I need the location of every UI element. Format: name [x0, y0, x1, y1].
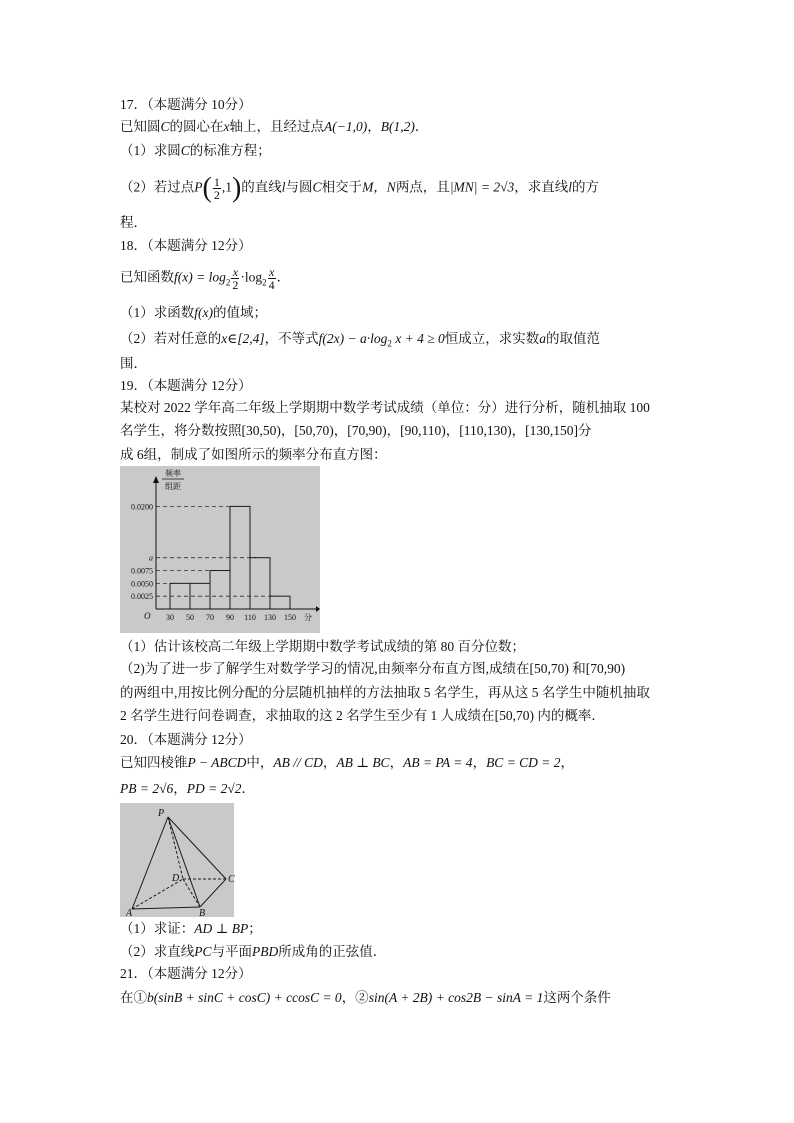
edge-PB: [168, 817, 200, 907]
q18-part1: （1）求函数f(x)的值域；: [120, 305, 267, 320]
q19-part2-line3: 2 名学生进行问卷调查，求抽取的这 2 名学生至少有 1 人成绩在[50,70) 内的概率．: [120, 708, 605, 723]
edge-PA: [132, 817, 168, 909]
q19-line2: 名学生，将分数按照[30,50)，[50,70)，[70,90)，[90,110)，[110,130)，[130,150]分: [120, 423, 592, 438]
q18-stem: 已知函数$f(x) = \log_2$ $\frac{x}{2}$ $\cdot\log_2$ $\frac{x}{4}$ ．: [120, 265, 291, 292]
edge-AB: [132, 907, 200, 909]
xtick-label-0: 30: [166, 613, 174, 622]
edge-PD: [168, 817, 183, 879]
q18-part2-cont: 围．: [120, 356, 147, 371]
x-axis-unit-label: 分: [304, 613, 312, 622]
xtick-label-5: 130: [264, 613, 276, 622]
q17-part2-cont: 程．: [120, 215, 147, 230]
q19-part2-line2: 的两组中,用按比例分配的分层随机抽样的方法抽取 5 名学生，再从这 5 名学生中随机抽取: [120, 685, 650, 700]
q17-header: 17．（本题满分 10分）: [120, 97, 252, 112]
q19-header: 19．（本题满分 12分）: [120, 378, 252, 393]
q17-fraction: $\frac{1}{2}$: [213, 175, 220, 202]
q17-part1: （1）求圆C的标准方程；: [120, 143, 271, 158]
histogram-bar-2: [210, 571, 230, 609]
q19-part1: （1）估计该校高二年级上学期期中数学考试成绩的第 80 百分位数；: [120, 639, 525, 654]
ytick-label-0: 0.0200: [131, 502, 153, 512]
y-axis-arrow: [153, 476, 159, 483]
vertex-label-P: P: [158, 808, 165, 819]
q20-stem-line2: PB = 2√6，PD = 2√2．: [120, 781, 256, 796]
xtick-label-2: 70: [206, 613, 214, 622]
ytick-label-3: 0.0050: [131, 579, 153, 589]
ytick-label-1: a: [149, 553, 153, 563]
q18-part2: （2）若对任意的x∈[2,4]，不等式$f(2x) - a\cdot\log_2$ x + 4 ≥ 0恒成立，求实数a的取值范: [120, 331, 600, 349]
origin-label: O: [144, 611, 151, 621]
histogram-bar-4: [250, 558, 270, 609]
q21-header: 21．（本题满分 12分）: [120, 966, 252, 981]
ytick-label-2: 0.0075: [131, 566, 153, 576]
vertex-label-A: A: [126, 908, 133, 919]
q20-part1: （1）求证：AD ⊥ BP；: [120, 921, 262, 936]
xtick-label-4: 110: [244, 613, 256, 622]
xtick-label-3: 90: [226, 613, 234, 622]
histogram-bar-5: [270, 596, 290, 609]
q21-stem: 在①b(sinB + sinC + cosC) + ccosC = 0，②sin(A + 2B) + cos2B − sinA = 1这两个条件: [120, 990, 611, 1005]
q17-stem: 已知圆C的圆心在x轴上，且经过点A(−1,0)，B(1,2)．: [120, 119, 429, 134]
xtick-label-1: 50: [186, 613, 194, 622]
vertex-label-B: B: [199, 908, 206, 919]
q19-line3: 成 6组，制成了如图所示的频率分布直方图：: [120, 447, 387, 462]
histogram-figure: [120, 466, 320, 633]
q20-stem-line1: 已知四棱锥P − ABCD中，AB // CD，AB ⊥ BC，AB = PA = 4，BC = CD = 2，: [120, 755, 575, 770]
pyramid-diagram: [120, 803, 234, 917]
ytick-label-4: 0.0025: [131, 592, 153, 602]
vertex-label-C: C: [228, 874, 235, 885]
q19-part2-line1: （2)为了进一步了解学生对数学学习的情况,由频率分布直方图,成绩在[50,70) 和[70,90): [120, 661, 626, 676]
ylabel-numerator: 频率: [165, 469, 181, 478]
ylabel-denominator: 组距: [165, 482, 181, 491]
histogram-chart: [120, 466, 320, 633]
q20-part2: （2）求直线PC与平面PBD所成角的正弦值．: [120, 944, 387, 959]
edge-BC: [200, 879, 226, 907]
pyramid-figure: [120, 803, 234, 917]
x-axis-arrow: [316, 606, 320, 612]
q20-header: 20．（本题满分 12分）: [120, 732, 252, 747]
q17-part2: （2）若过点P( $\frac{1}{2}$ ,1)的直线l与圆C相交于M，N两点，且|MN| = 2√3，求直线l的方: [120, 172, 600, 204]
xtick-label-6: 150: [284, 613, 296, 622]
vertex-label-D: D: [172, 873, 180, 884]
q19-line1: 某校对 2022 学年高二年级上学期期中数学考试成绩（单位：分）进行分析，随机抽取 100: [120, 400, 650, 415]
q18-header: 18．（本题满分 12分）: [120, 238, 252, 253]
edge-PC: [168, 817, 226, 879]
